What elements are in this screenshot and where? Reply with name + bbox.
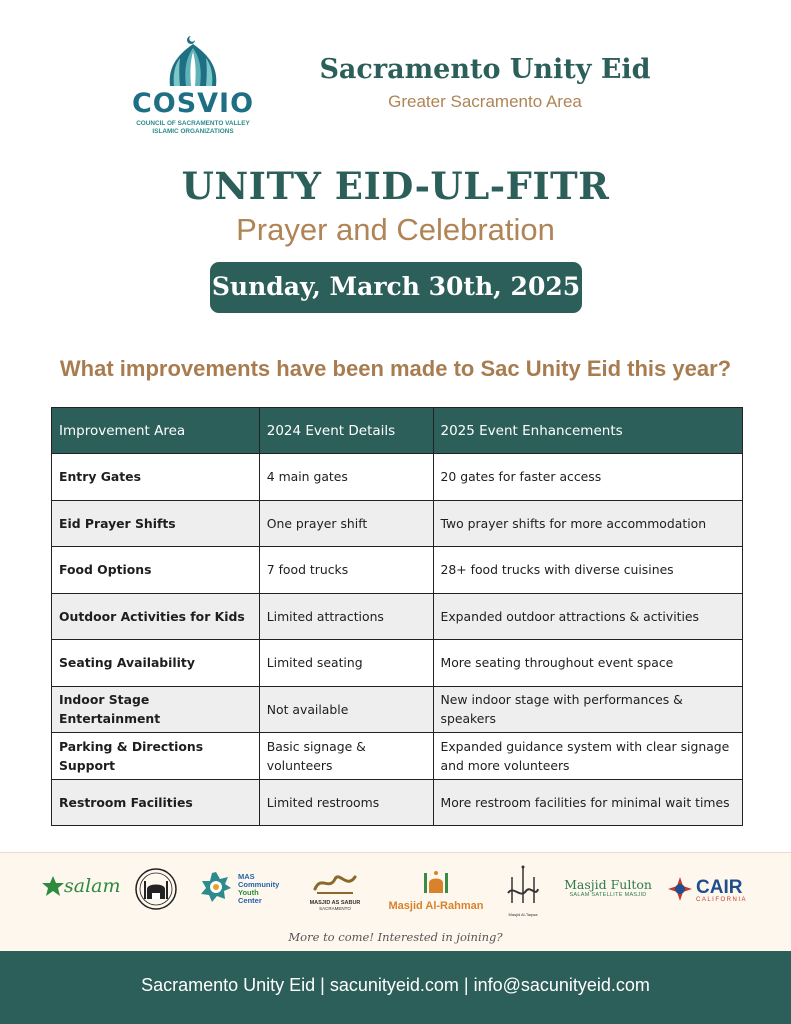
row-2024: Limited restrooms bbox=[259, 779, 433, 826]
header-2024-details: 2024 Event Details bbox=[259, 408, 433, 454]
mosque-seal-icon bbox=[134, 867, 178, 911]
cair-logo bbox=[668, 877, 756, 909]
row-area: Indoor Stage Entertainment bbox=[52, 686, 260, 733]
row-2025: Expanded outdoor attractions & activities bbox=[433, 593, 743, 640]
row-area: Food Options bbox=[52, 547, 260, 594]
row-2024: One prayer shift bbox=[259, 500, 433, 547]
footer bbox=[0, 951, 791, 1024]
masjid-al-taqwa-logo bbox=[500, 863, 546, 919]
more-to-come-text: More to come! Interested in joining? bbox=[288, 930, 503, 944]
row-2025: Expanded guidance system with clear signage and more volunteers bbox=[433, 733, 743, 780]
mas-line4: Center bbox=[238, 896, 262, 905]
improvements-table bbox=[51, 407, 743, 826]
masjid-al-rahman-logo bbox=[384, 867, 488, 915]
row-2024: Basic signage & volunteers bbox=[259, 733, 433, 780]
mosque-seal-logo bbox=[134, 867, 178, 911]
masjid-as-sabur-logo bbox=[306, 869, 364, 913]
row-2024: Not available bbox=[259, 686, 433, 733]
al-rahman-name: Masjid Al-Rahman bbox=[388, 900, 484, 912]
as-sabur-name: MASJID AS SABUR bbox=[309, 900, 361, 906]
mas-youth-center-logo bbox=[200, 871, 288, 907]
row-2024: 4 main gates bbox=[259, 454, 433, 501]
al-taqwa-name: Masjid Al-Taqwa bbox=[508, 912, 538, 917]
org-subtitle: Greater Sacramento Area bbox=[388, 92, 582, 111]
row-2025: 28+ food trucks with diverse cuisines bbox=[433, 547, 743, 594]
as-sabur-city: SACRAMENTO bbox=[319, 906, 351, 911]
row-area: Entry Gates bbox=[52, 454, 260, 501]
header-2025-enhancements: 2025 Event Enhancements bbox=[433, 408, 743, 454]
row-2025: More seating throughout event space bbox=[433, 640, 743, 687]
row-area: Eid Prayer Shifts bbox=[52, 500, 260, 547]
table-row bbox=[52, 547, 743, 594]
row-2025: More restroom facilities for minimal wait times bbox=[433, 779, 743, 826]
table-header-row bbox=[52, 408, 743, 454]
cosvio-subtitle: COUNCIL OF SACRAMENTO VALLEY ISLAMIC ORGANIZATIONS bbox=[136, 120, 250, 135]
cosvio-wordmark: COSVIO bbox=[131, 88, 255, 119]
star-icon bbox=[40, 875, 66, 901]
footer-contact: Sacramento Unity Eid | sacunityeid.com | info@sacunityeid.com bbox=[141, 975, 650, 995]
mosque-icon bbox=[419, 867, 453, 895]
cosvio-logo bbox=[130, 34, 256, 138]
event-title: UNITY EID-UL-FITR bbox=[181, 164, 610, 208]
cair-wordmark: CAIR bbox=[696, 877, 743, 898]
row-2024: Limited seating bbox=[259, 640, 433, 687]
event-subtitle: Prayer and Celebration bbox=[236, 212, 555, 247]
fulton-name: Masjid Fulton bbox=[564, 877, 652, 892]
cair-subtitle: CALIFORNIA bbox=[696, 897, 748, 903]
header-improvement-area: Improvement Area bbox=[52, 408, 260, 454]
row-2025: 20 gates for faster access bbox=[433, 454, 743, 501]
row-2025: New indoor stage with performances & speakers bbox=[433, 686, 743, 733]
arabic-calligraphy-icon bbox=[311, 869, 359, 895]
row-area: Seating Availability bbox=[52, 640, 260, 687]
mas-line1: MAS bbox=[238, 872, 255, 881]
table-row bbox=[52, 500, 743, 547]
salam-logo bbox=[40, 871, 121, 911]
row-area: Restroom Facilities bbox=[52, 779, 260, 826]
cair-star-icon bbox=[668, 877, 692, 901]
fulton-subtitle: SALAM SATELLITE MASJID bbox=[569, 892, 647, 898]
mas-line2: Community bbox=[238, 880, 280, 889]
row-area: Outdoor Activities for Kids bbox=[52, 593, 260, 640]
org-title: Sacramento Unity Eid bbox=[319, 54, 651, 85]
table-row bbox=[52, 733, 743, 780]
table-row bbox=[52, 686, 743, 733]
mas-line3: Youth bbox=[238, 888, 259, 897]
row-2025: Two prayer shifts for more accommodation bbox=[433, 500, 743, 547]
row-area: Parking & Directions Support bbox=[52, 733, 260, 780]
octagon-star-icon bbox=[200, 871, 232, 903]
row-2024: 7 food trucks bbox=[259, 547, 433, 594]
row-2024: Limited attractions bbox=[259, 593, 433, 640]
event-date-badge: Sunday, March 30th, 2025 bbox=[210, 262, 582, 313]
table-row bbox=[52, 640, 743, 687]
improvements-question: What improvements have been made to Sac Unity Eid this year? bbox=[59, 356, 732, 381]
salam-wordmark: salam bbox=[64, 875, 121, 897]
calligraphy-mosque-icon bbox=[504, 863, 542, 907]
table-row bbox=[52, 779, 743, 826]
mosque-dome-icon bbox=[158, 34, 228, 90]
masjid-fulton-logo bbox=[562, 877, 654, 907]
table-row bbox=[52, 454, 743, 501]
table-row bbox=[52, 593, 743, 640]
